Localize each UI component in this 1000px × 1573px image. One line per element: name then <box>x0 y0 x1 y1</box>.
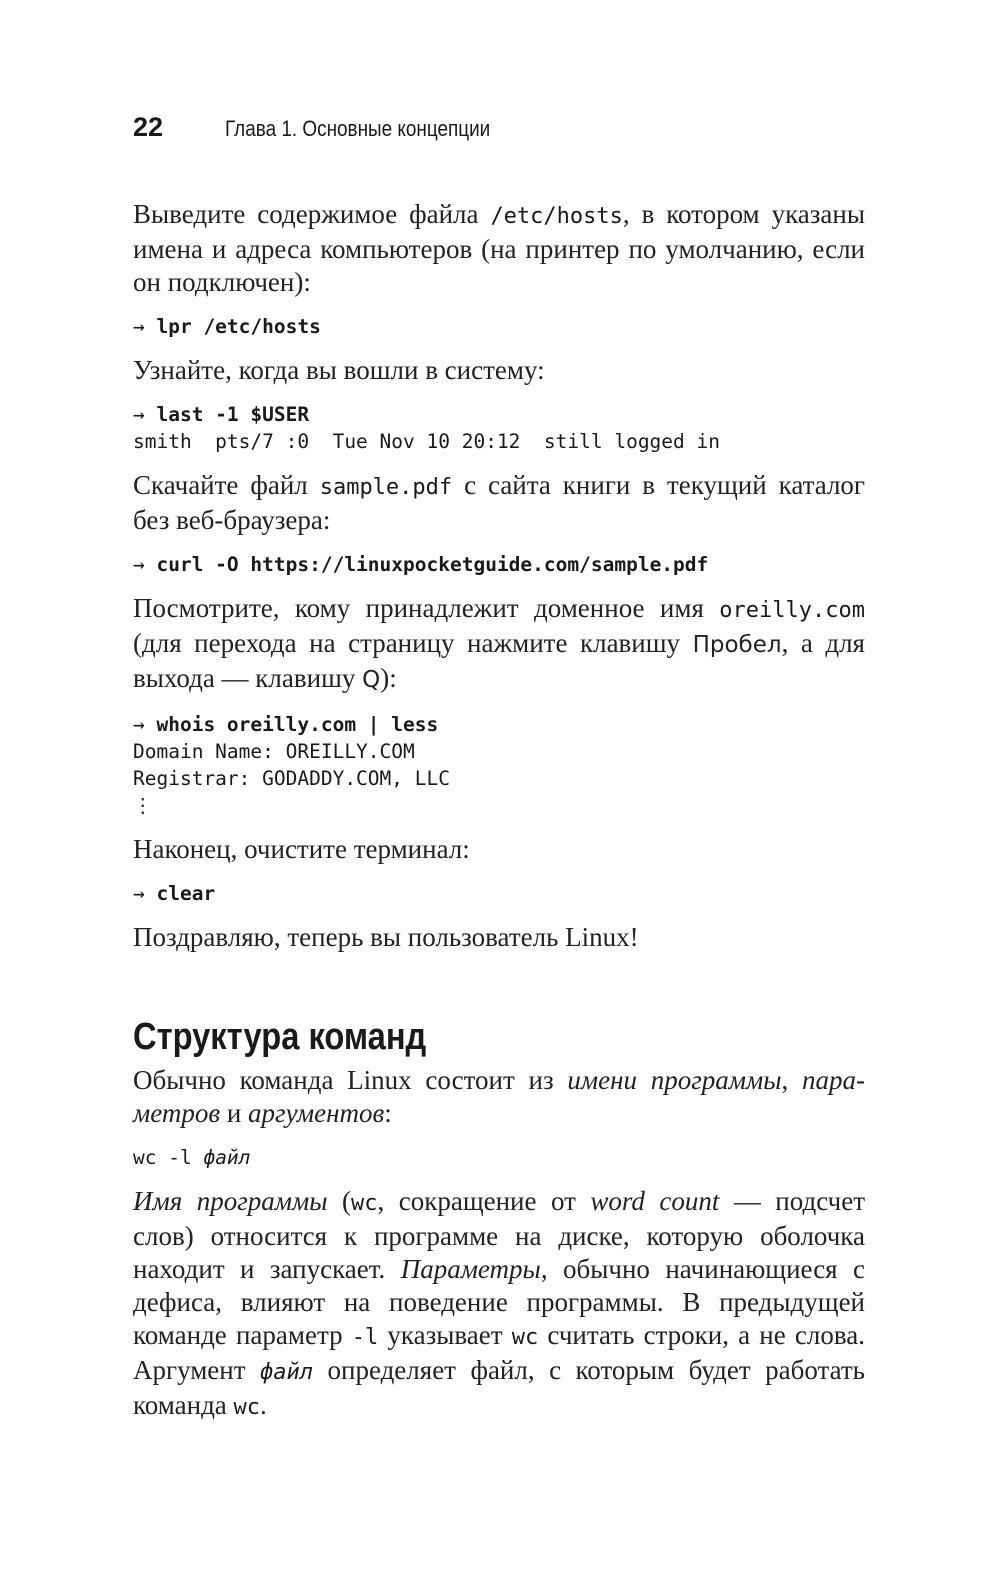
code-block-clear <box>133 880 865 907</box>
text: Обычно команда Linux состоит из <box>133 1065 568 1095</box>
text: , в котором указаны имена и адреса компьютеров (на принтер по умолчанию, если он подключен): <box>133 199 866 297</box>
emphasis: Имя программы <box>133 1186 328 1216</box>
inline-code-domain: oreilly.com <box>719 598 865 623</box>
command: clear <box>156 882 216 905</box>
text: Посмотрите, кому принадлежит доменное имя <box>133 593 720 623</box>
code-block-lpr <box>133 313 865 340</box>
paragraph-whois <box>133 592 865 697</box>
inline-code: wc <box>351 1191 378 1216</box>
command: wc -l <box>133 1146 204 1169</box>
paragraph-hosts <box>133 198 865 299</box>
emphasis: имени программы <box>567 1065 782 1095</box>
inline-code: wc <box>511 1325 539 1350</box>
emphasis: аргументов <box>248 1098 385 1128</box>
text: (для перехода на страницу нажмите клавишу <box>133 628 693 658</box>
inline-code-path: /etc/hosts <box>490 204 623 229</box>
code-block-whois <box>133 711 865 819</box>
paragraph-curl <box>133 469 865 537</box>
text: , обычно начинающиеся с дефиса, влияют на поведение программы. В предыдущей команде параметр <box>133 1254 865 1350</box>
key-q: Q <box>362 667 381 693</box>
paragraph-explanation <box>133 1185 865 1424</box>
prompt-arrow: → <box>133 553 157 576</box>
text: ): <box>380 663 397 693</box>
command-output: smith pts/7 :0 Tue Nov 10 20:12 still logged in <box>133 430 720 453</box>
command-output-line: Domain Name: OREILLY.COM <box>133 740 415 763</box>
prompt-arrow: → <box>133 713 157 736</box>
paragraph-congrats: Поздравляю, теперь вы пользователь Linux! <box>133 922 639 952</box>
section-heading: Структура команд <box>133 1016 427 1058</box>
inline-code-argument: файл <box>260 1360 314 1385</box>
text: ( <box>327 1186 352 1216</box>
prompt-arrow: → <box>133 315 157 338</box>
code-block-last <box>133 401 865 455</box>
text: определяет файл, с которым будет работать команда <box>133 1355 865 1420</box>
command: lpr /etc/hosts <box>156 315 321 338</box>
code-block-curl <box>133 551 865 578</box>
key-space: Пробел <box>692 632 782 658</box>
text: считать строки, а не слова. Аргумент <box>133 1320 865 1385</box>
prompt-arrow: → <box>133 882 157 905</box>
text: Выведите содержимое файла <box>133 199 491 229</box>
text: : <box>384 1098 392 1128</box>
text: — подсчет слов) относится к программе на диске, которую оболочка находит и запускает. <box>133 1186 866 1284</box>
text: , а для выхода — клавишу <box>133 628 865 693</box>
command: last -1 $USER <box>156 403 310 426</box>
emphasis: word count <box>590 1186 720 1216</box>
page-body <box>133 198 865 1424</box>
text: , сокращение от <box>377 1186 591 1216</box>
ellipsis-vertical: ⋮ <box>133 794 153 817</box>
text: с сайта книги в текущий каталог без веб-браузера: <box>133 470 866 535</box>
paragraph-last: Узнайте, когда вы вошли в систему: <box>133 355 545 385</box>
inline-code: wc <box>233 1395 261 1420</box>
paragraph-intro <box>133 1064 865 1130</box>
chapter-title: Глава 1. Основные концепции <box>225 116 491 141</box>
emphasis: параметров <box>133 1065 866 1128</box>
command: curl -O https://linuxpocketguide.com/sample.pdf <box>156 553 709 576</box>
prompt-arrow: → <box>133 403 157 426</box>
emphasis: Параметры <box>400 1254 541 1284</box>
page-number: 22 <box>133 112 164 142</box>
text: и <box>220 1098 249 1128</box>
code-example-wc <box>133 1144 865 1171</box>
text: указывает <box>378 1320 512 1350</box>
inline-code: -l <box>351 1325 379 1350</box>
command-output-line: Registrar: GODADDY.COM, LLC <box>133 767 450 790</box>
argument: файл <box>203 1146 251 1169</box>
text: . <box>260 1390 267 1420</box>
inline-code-file: sample.pdf <box>319 475 453 500</box>
running-head <box>133 112 533 152</box>
text: , <box>781 1065 803 1095</box>
paragraph-clear: Наконец, очистите терминал: <box>133 834 470 864</box>
command: whois oreilly.com | less <box>156 713 439 736</box>
text: Скачайте файл <box>133 470 320 500</box>
